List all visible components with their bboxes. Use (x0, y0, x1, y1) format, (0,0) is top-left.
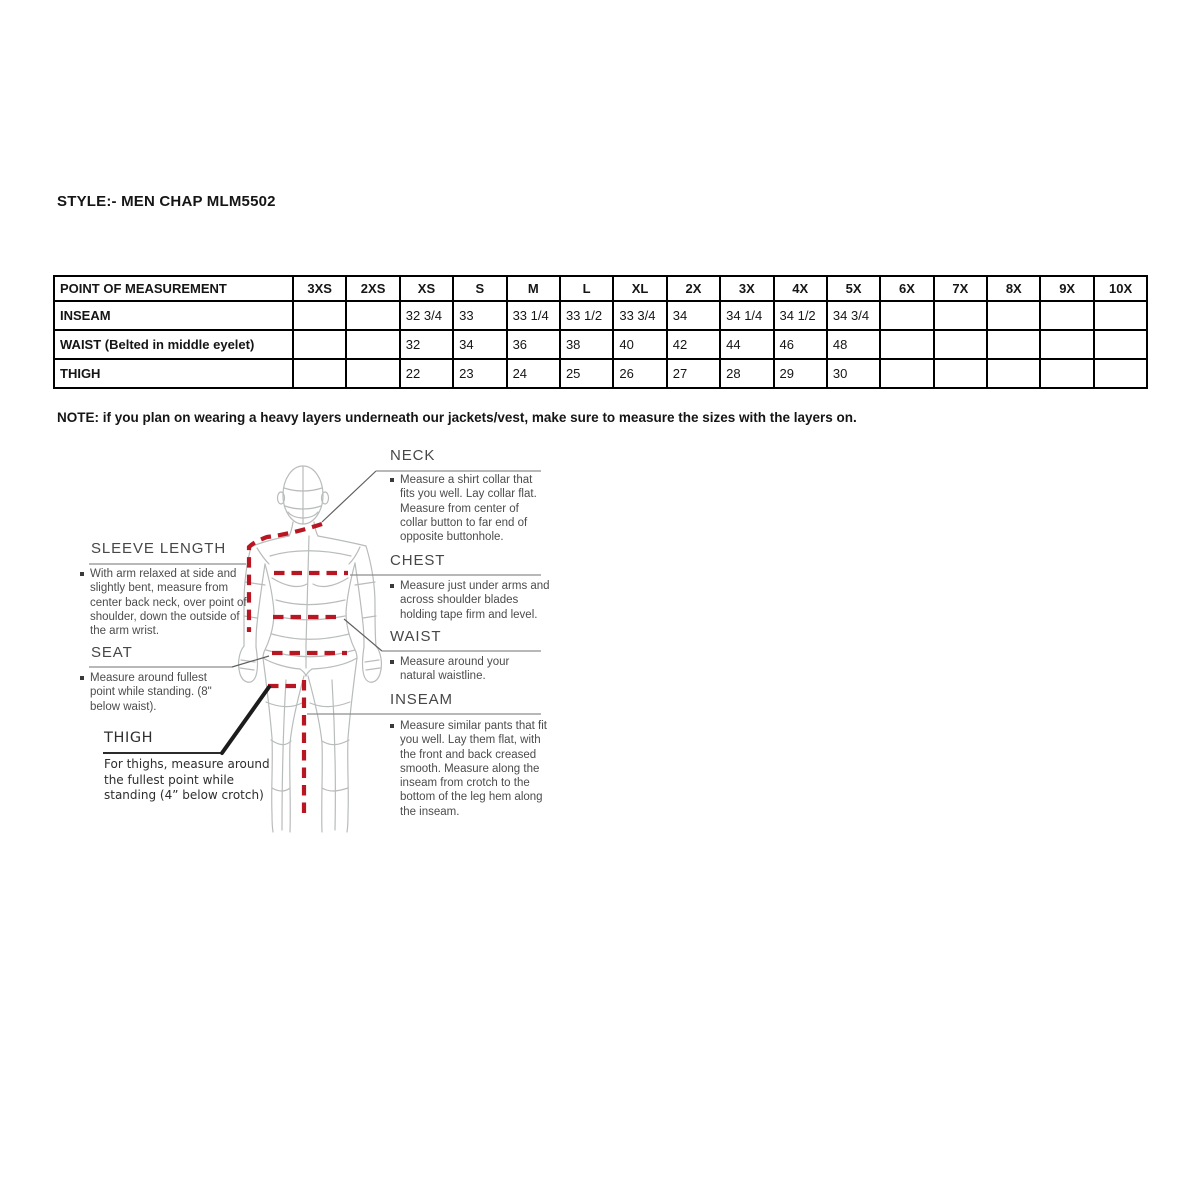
row-label: THIGH (54, 359, 293, 388)
chest-section-text: Measure just under arms and across shoulder blades holding tape firm and level. (390, 579, 550, 622)
page-title: STYLE:- MEN CHAP MLM5502 (57, 193, 276, 210)
size-value-cell: 27 (667, 359, 720, 388)
size-value-cell (1094, 330, 1147, 359)
size-table-container (53, 275, 1148, 389)
size-value-cell (1040, 330, 1093, 359)
size-value-cell: 33 (453, 301, 506, 330)
col-header-size: 2XS (346, 276, 399, 301)
col-header-size: 3X (720, 276, 773, 301)
size-value-cell: 32 (400, 330, 453, 359)
size-value-cell (880, 301, 933, 330)
col-header-size: 2X (667, 276, 720, 301)
size-value-cell: 34 3/4 (827, 301, 880, 330)
bullet-icon (390, 478, 394, 482)
size-value-cell: 23 (453, 359, 506, 388)
size-value-cell: 25 (560, 359, 613, 388)
table-row (54, 359, 1147, 388)
size-value-cell: 34 1/4 (720, 301, 773, 330)
size-value-cell (1040, 359, 1093, 388)
size-value-cell (346, 330, 399, 359)
size-value-cell: 29 (774, 359, 827, 388)
size-value-cell: 30 (827, 359, 880, 388)
table-header-row (54, 276, 1147, 301)
col-header-size: 7X (934, 276, 987, 301)
size-value-cell: 40 (613, 330, 666, 359)
sleeve-length-section-title: SLEEVE LENGTH (91, 540, 227, 557)
col-header-size: 8X (987, 276, 1040, 301)
size-value-cell: 34 (453, 330, 506, 359)
bullet-icon (80, 572, 84, 576)
size-value-cell: 28 (720, 359, 773, 388)
waist-section-text: Measure around your natural waistline. (390, 655, 540, 684)
size-value-cell: 33 1/2 (560, 301, 613, 330)
col-header-size: 5X (827, 276, 880, 301)
thigh-section-title: THIGH (104, 730, 154, 746)
waist-section-title: WAIST (390, 628, 442, 645)
size-value-cell (1040, 301, 1093, 330)
size-table (53, 275, 1148, 389)
bullet-icon (80, 676, 84, 680)
size-value-cell (987, 301, 1040, 330)
size-value-cell (1094, 301, 1147, 330)
inseam-section-title: INSEAM (390, 691, 453, 708)
table-row (54, 330, 1147, 359)
table-row (54, 301, 1147, 330)
size-value-cell: 33 3/4 (613, 301, 666, 330)
col-header-size: 10X (1094, 276, 1147, 301)
note-text: NOTE: if you plan on wearing a heavy layers underneath our jackets/vest, make sure to measure the sizes with the layers on. (57, 410, 857, 425)
size-value-cell (880, 330, 933, 359)
size-value-cell (1094, 359, 1147, 388)
seat-section-title: SEAT (91, 644, 133, 661)
col-header-size: 6X (880, 276, 933, 301)
size-value-cell (934, 330, 987, 359)
size-value-cell: 34 (667, 301, 720, 330)
chest-section-title: CHEST (390, 552, 446, 569)
col-header-size: XS (400, 276, 453, 301)
size-value-cell (293, 359, 346, 388)
size-value-cell (346, 301, 399, 330)
measurement-diagram (60, 440, 580, 840)
size-value-cell: 22 (400, 359, 453, 388)
size-value-cell (987, 359, 1040, 388)
bullet-icon (390, 584, 394, 588)
col-header-size: M (507, 276, 560, 301)
sleeve-length-section-text: With arm relaxed at side and slightly bent, measure from center back neck, over point of shoulder, down the outside of the arm wrist. (80, 567, 248, 638)
size-value-cell (293, 330, 346, 359)
neck-section-title: NECK (390, 447, 436, 464)
size-value-cell: 48 (827, 330, 880, 359)
col-header-size: L (560, 276, 613, 301)
size-value-cell: 36 (507, 330, 560, 359)
size-value-cell: 33 1/4 (507, 301, 560, 330)
size-value-cell: 32 3/4 (400, 301, 453, 330)
size-value-cell: 42 (667, 330, 720, 359)
size-value-cell: 46 (774, 330, 827, 359)
col-header-point-of-measurement: POINT OF MEASUREMENT (54, 276, 293, 301)
col-header-size: 9X (1040, 276, 1093, 301)
size-value-cell: 24 (507, 359, 560, 388)
size-value-cell (934, 301, 987, 330)
col-header-size: 4X (774, 276, 827, 301)
bullet-icon (390, 660, 394, 664)
size-value-cell: 44 (720, 330, 773, 359)
size-value-cell: 34 1/2 (774, 301, 827, 330)
col-header-size: 3XS (293, 276, 346, 301)
size-value-cell (880, 359, 933, 388)
size-value-cell (987, 330, 1040, 359)
bullet-icon (390, 724, 394, 728)
col-header-size: XL (613, 276, 666, 301)
size-value-cell (346, 359, 399, 388)
row-label: INSEAM (54, 301, 293, 330)
size-value-cell (293, 301, 346, 330)
col-header-size: S (453, 276, 506, 301)
neck-section-text: Measure a shirt collar that fits you well. Lay collar flat. Measure from center of collar button to far end of opposite buttonhole. (390, 473, 542, 544)
size-value-cell: 38 (560, 330, 613, 359)
row-label: WAIST (Belted in middle eyelet) (54, 330, 293, 359)
inseam-section-text: Measure similar pants that fit you well. Lay them flat, with the front and back creased smooth. Measure along the inseam from crotch to the bottom of the leg hem along the inseam. (390, 719, 552, 819)
size-value-cell: 26 (613, 359, 666, 388)
seat-section-text: Measure around fullest point while standing. (8" below waist). (80, 671, 230, 714)
thigh-section-text: For thighs, measure around the fullest point while standing (4” below crotch) (104, 757, 270, 803)
size-value-cell (934, 359, 987, 388)
